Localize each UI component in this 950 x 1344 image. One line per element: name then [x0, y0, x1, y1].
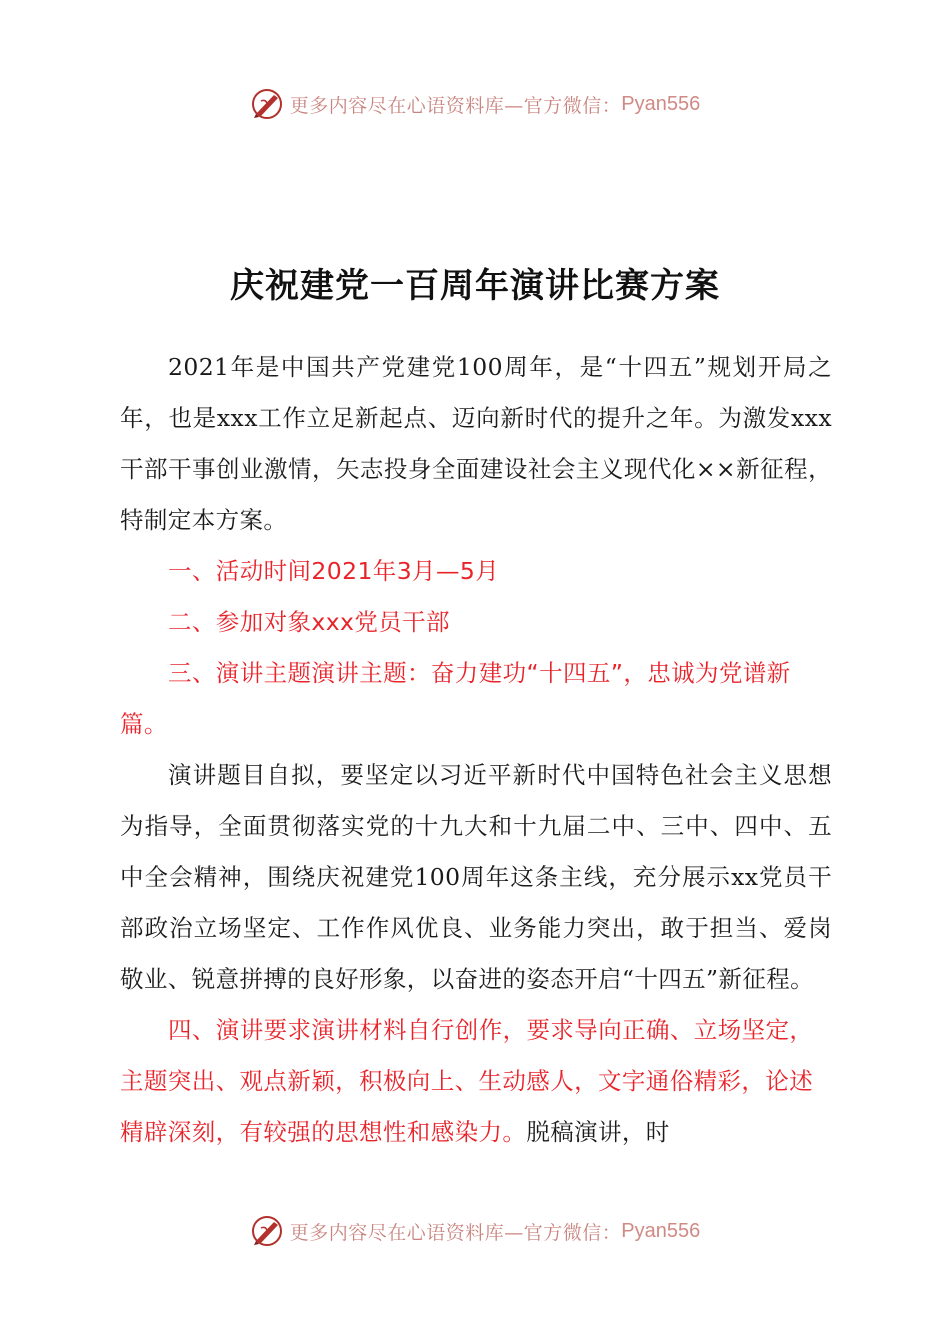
section-4-paragraph: [120, 1005, 832, 1158]
watermark-text: 更多内容尽在心语资料库—官方微信：: [289, 94, 622, 117]
section-4-black-text: 脱稿演讲，时: [526, 1118, 670, 1146]
section-4-red-text: 四、演讲要求演讲材料自行创作，要求导向正确、立场坚定，主题突出、观点新颖，积极向上、生动感人，文字通俗精彩，论述精辟深刻，有较强的思想性和感染力。: [120, 1016, 814, 1146]
footer-watermark: [0, 1211, 950, 1251]
pen-logo-icon: [250, 1214, 284, 1248]
watermark-text: 更多内容尽在心语资料库—官方微信：: [289, 1221, 622, 1244]
section-3-heading: 三、演讲主题演讲主题：奋力建功“十四五”，忠诚为党谱新篇。: [120, 659, 791, 738]
header-watermark: [0, 84, 950, 124]
watermark-id: Pyan556: [621, 92, 701, 115]
section-1-heading: 一、活动时间2021年3月—5月: [168, 557, 500, 585]
document-title: 庆祝建党一百周年演讲比赛方案: [230, 266, 720, 306]
watermark-id: Pyan556: [621, 1219, 701, 1242]
intro-paragraph: 2021年是中国共产党建党100周年，是“十四五”规划开局之年，也是xxx工作立足新起点、迈向新时代的提升之年。为激发xxx干部干事创业激情，矢志投身全面建设社会主义现代化××新征程，特制定本方案。: [120, 353, 832, 534]
pen-logo-icon: [250, 87, 284, 121]
section-2-heading: 二、参加对象xxx党员干部: [168, 608, 450, 636]
section-3-body: 演讲题目自拟，要坚定以习近平新时代中国特色社会主义思想为指导，全面贯彻落实党的十九大和十九届二中、三中、四中、五中全会精神，围绕庆祝建党100周年这条主线，充分展示xx党员干部政治立场坚定、工作作风优良、业务能力突出，敢于担当、爱岗敬业、锐意拼搏的良好形象，以奋进的姿态开启“十四五”新征程。: [120, 761, 832, 993]
document-body: [120, 342, 832, 1158]
